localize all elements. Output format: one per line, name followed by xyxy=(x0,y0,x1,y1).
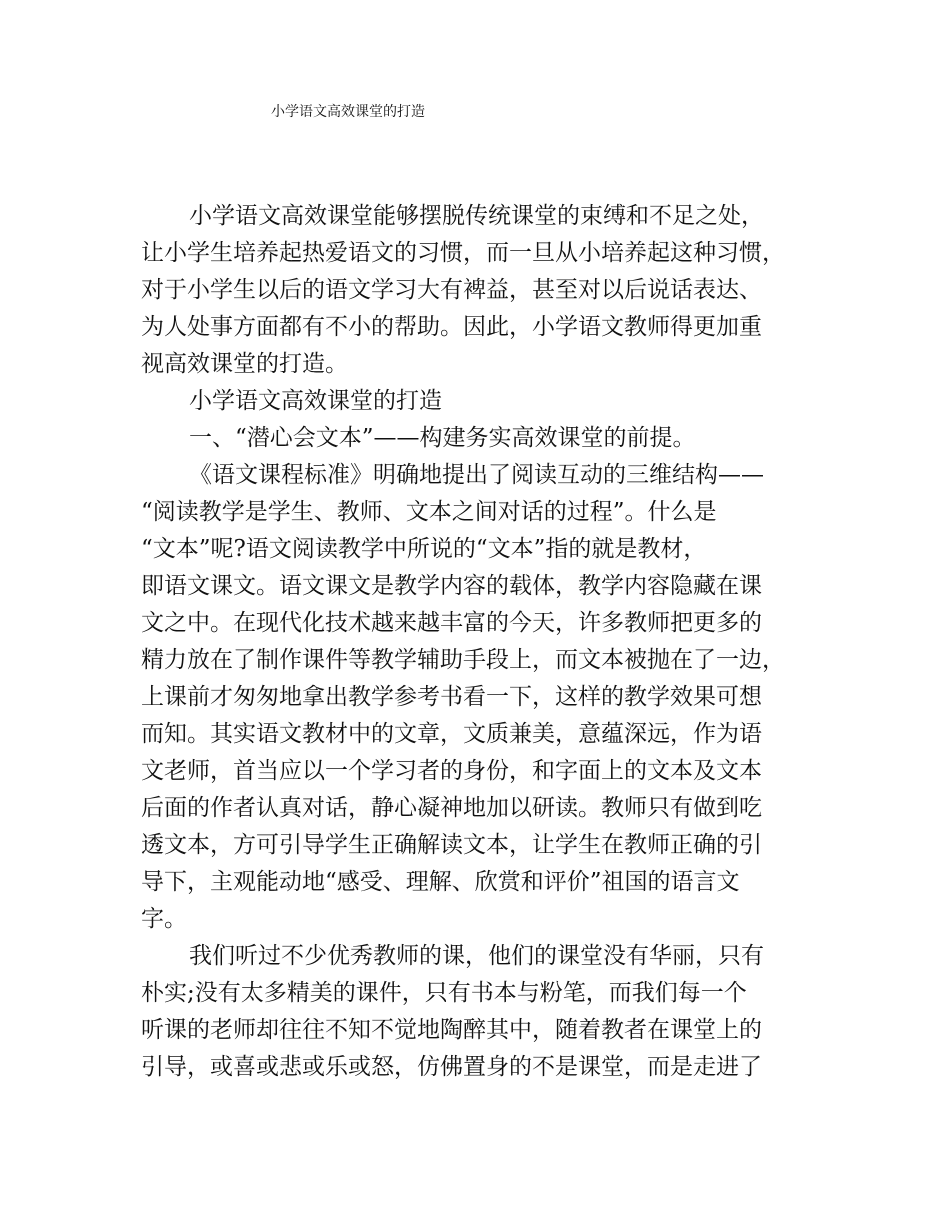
page-header-title: 小学语文高效课堂的打造 xyxy=(271,104,425,120)
section-heading: 小学语文高效课堂的打造 xyxy=(189,388,442,414)
text-line: 透文本，方可引导学生正确解读文本，让学生在教师正确的引 xyxy=(141,832,762,858)
article-body xyxy=(141,198,821,1086)
text-line: 对于小学生以后的语文学习大有裨益，甚至对以后说话表达、 xyxy=(141,277,762,303)
text-line: 《语文课程标准》明确地提出了阅读互动的三维结构—— xyxy=(189,462,764,488)
text-line: 文之中。在现代化技术越来越丰富的今天，许多教师把更多的 xyxy=(141,610,762,636)
text-line: 字。 xyxy=(141,906,187,932)
text-line: “阅读教学是学生、教师、文本之间对话的过程”。什么是 xyxy=(141,499,717,525)
subsection-heading: 一、“潜心会文本”——构建务实高效课堂的前提。 xyxy=(189,425,696,451)
text-line: 我们听过不少优秀教师的课，他们的课堂没有华丽，只有 xyxy=(189,943,764,969)
text-line: 导下，主观能动地“感受、理解、欣赏和评价”祖国的语言文 xyxy=(141,869,740,895)
text-line: 文老师，首当应以一个学习者的身份，和字面上的文本及文本 xyxy=(141,758,762,784)
text-line: 视高效课堂的打造。 xyxy=(141,351,348,377)
text-line: 小学语文高效课堂能够摆脱传统课堂的束缚和不足之处， xyxy=(189,203,764,229)
text-line: 让小学生培养起热爱语文的习惯，而一旦从小培养起这种习惯， xyxy=(141,240,785,266)
text-line: 即语文课文。语文课文是教学内容的载体，教学内容隐藏在课 xyxy=(141,573,762,599)
text-line: 上课前才匆匆地拿出教学参考书看一下，这样的教学效果可想 xyxy=(141,684,762,710)
text-line: 而知。其实语文教材中的文章，文质兼美，意蕴深远，作为语 xyxy=(141,721,762,747)
text-line: “文本”呢?语文阅读教学中所说的“文本”指的就是教材， xyxy=(141,536,707,562)
text-line: 精力放在了制作课件等教学辅助手段上，而文本被抛在了一边， xyxy=(141,647,785,673)
text-line: 朴实;没有太多精美的课件，只有书本与粉笔，而我们每一个 xyxy=(141,980,747,1006)
text-line: 后面的作者认真对话，静心凝神地加以研读。教师只有做到吃 xyxy=(141,795,762,821)
text-line: 引导，或喜或悲或乐或怒，仿佛置身的不是课堂，而是走进了 xyxy=(141,1054,762,1080)
text-line: 为人处事方面都有不小的帮助。因此，小学语文教师得更加重 xyxy=(141,314,762,340)
text-line: 听课的老师却往往不知不觉地陶醉其中，随着教者在课堂上的 xyxy=(141,1017,762,1043)
